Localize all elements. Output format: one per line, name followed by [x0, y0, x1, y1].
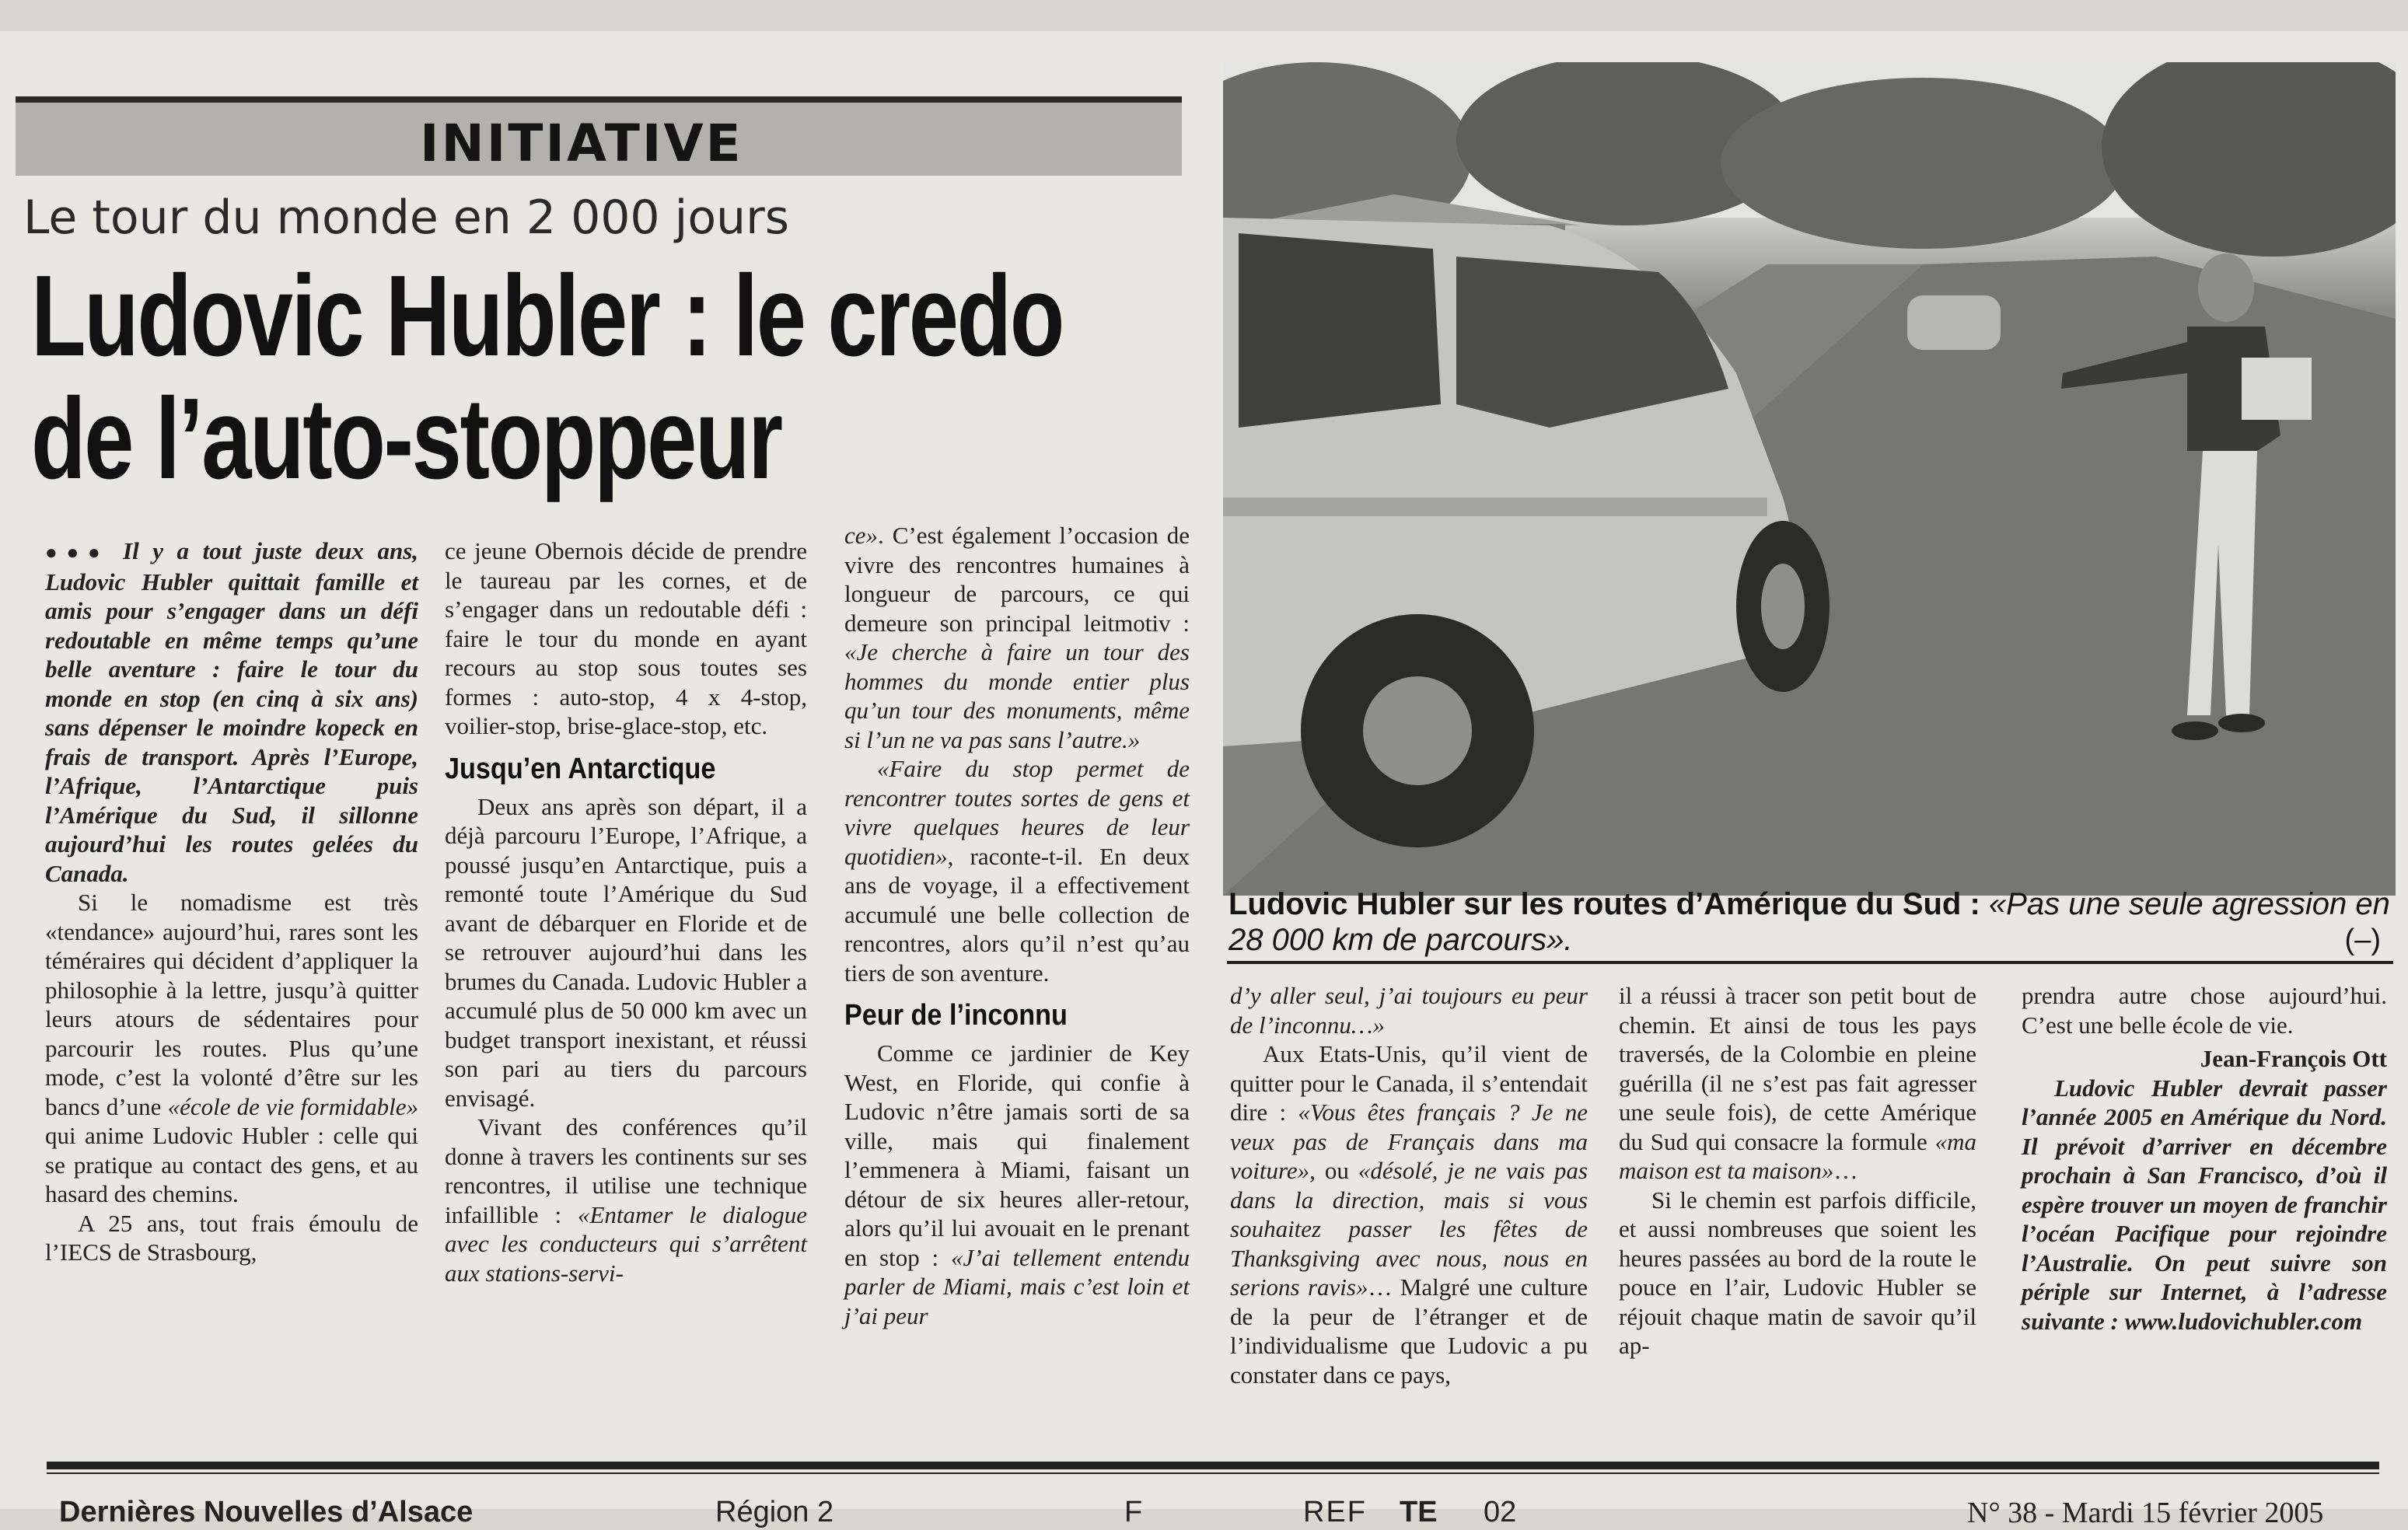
lead-paragraph: ●●● Il y a tout juste deux ans, Ludovic Hubler quittait famille et amis pour s’engager dans un défi redoutable en même temps qu’une belle aventure : faire le tour du monde en stop (en cinq à six ans) sans dépenser le moindre kopeck en frais de transport. Après l’Europe, l’Afrique, l’Antarctique puis l’Amérique du Sud, il sillonne aujourd’hui les routes gelées du Canada. [45, 537, 419, 887]
column-2 [445, 536, 807, 1287]
column-1 [45, 536, 418, 1267]
paragraph: A 25 ans, tout frais émoulu de l’IECS de Strasbourg, [45, 1209, 418, 1266]
caption-quote: «Pas une seule agression en 28 000 km de parcours». [1228, 887, 2390, 957]
headline-line-1: Ludovic Hubler : le credo [31, 252, 1064, 380]
caption-bold: Ludovic Hubler sur les routes d’Amérique du Sud : [1228, 887, 1980, 921]
article-subtitle: Le tour du monde en 2 000 jours [23, 190, 789, 245]
footer-ref: REF [1303, 1496, 1367, 1528]
newspaper-name: Dernières Nouvelles d’Alsace [59, 1496, 474, 1528]
page-footer [0, 1462, 2408, 1529]
paragraph: Deux ans après son départ, il a déjà parcouru l’Europe, l’Afrique, a poussé jusqu’en Antarctique, puis a remonté toute l’Amérique du Sud avant de débarquer en Floride et de se retrouver aujourd’hui dans les brumes du Canada. Ludovic Hubler a accumulé plus de 50 000 km avec un budget transport inexistant, et réussi son pari au tiers du parcours envisagé. [445, 792, 807, 1112]
footer-te: TE [1400, 1496, 1438, 1528]
footer-f: F [1124, 1496, 1143, 1528]
photo-caption [1228, 886, 2395, 958]
paragraph: d’y aller seul, j’ai toujours eu peur de l’inconnu…» [1230, 982, 1588, 1039]
paragraph: ce». C’est également l’occasion de vivre des rencontres humaines à longueur de parcours, ce qui demeure son principal leitmotiv : «Je cherche à faire un tour des hommes du monde entier plus qu’un tour des monuments, même si l’un ne va pas sans l’autre.» [844, 522, 1190, 753]
column-3 [844, 521, 1190, 1330]
footer-rule [47, 1462, 2379, 1469]
section-heading: Peur de l’inconnu [844, 999, 1068, 1032]
section-heading: Jusqu’en Antarctique [445, 752, 716, 785]
footer-number: 02 [1484, 1496, 1517, 1528]
issue-date: N° 38 - Mardi 15 février 2005 [1967, 1497, 2324, 1529]
headline-line-2: de l’auto-stoppeur [31, 375, 781, 503]
paragraph: Si le chemin est parfois difficile, et aussi nombreuses que soient les heures passées au bord de la route le pouce en l’air, Ludovic Hubler se réjouit chaque matin de savoir qu’il ap- [1619, 1186, 1976, 1359]
column-4 [1230, 981, 1588, 1389]
paragraph: prendra autre chose aujourd’hui. C’est une belle école de vie. [2022, 982, 2387, 1039]
kicker-label: INITIATIVE [420, 114, 743, 173]
kicker-banner [16, 96, 1182, 176]
article-headline [31, 252, 1201, 503]
photo-illustration [1223, 62, 2396, 896]
paragraph: Comme ce jardinier de Key West, en Floride, qui confie à Ludovic n’être jamais sorti de sa ville, mais qui finalement l’emmenera à Miami, faisant un détour de six heures aller-retour, alors qu’il lui avouait en le prenant en stop : «J’ai tellement entendu parler de Miami, mais c’est loin et j’ai peur [844, 1039, 1190, 1329]
column-5 [1619, 981, 1976, 1361]
photo-credit: (–) [2344, 924, 2381, 956]
paragraph: «Faire du stop permet de rencontrer toutes sortes de gens et vivre quelques heures de leur quotidien», raconte-t-il. En deux ans de voyage, il a effectivement accumulé une belle collection de rencontres, alors qu’il n’est qu’au tiers de son aventure. [844, 755, 1190, 987]
author-signature: Jean-François Ott [2200, 1045, 2387, 1072]
paragraph: Vivant des conférences qu’il donne à travers les continents sur ses rencontres, il utilise une technique infaillible : «Entamer le dialogue avec les conducteurs qui s’arrêtent aux stations-servi- [445, 1113, 807, 1287]
paragraph: Aux Etats-Unis, qu’il vient de quitter pour le Canada, il s’entendait dire : «Vous êtes français ? Je ne veux pas de Français dans ma voiture», ou «désolé, je ne vais pas dans la direction, mais si vous souhaitez passer les fêtes de Thanksgiving avec nous, nous en serions ravis»… Malgré une culture de la peur de l’étranger et de l’individualisme que Ludovic a pu constater dans ce pays, [1230, 1040, 1588, 1389]
paragraph: Si le nomadisme est très «tendance» aujourd’hui, rares sont les téméraires qui décident d’appliquer la philosophie à la lettre, jusqu’à quitter leurs atours de sédentaires pour parcourir les routes. Plus qu’une mode, c’est la volonté d’être sur les bancs d’une «école de vie formidable» qui anime Ludovic Hubler : celle qui se pratique au contact des gens, et au hasard des chemins. [45, 889, 418, 1207]
paragraph: il a réussi à tracer son petit bout de chemin. Et ainsi de tous les pays traversés, de la Colombie en pleine guérilla (il ne s’est pas fait agresser une seule fois), de cette Amérique du Sud qui consacre la formule «ma maison est ta maison»… [1619, 982, 1976, 1184]
lead-bullets: ●●● [45, 541, 110, 564]
column-6 [2022, 981, 2387, 1336]
hitchhiker-photo [1223, 62, 2396, 896]
region-label: Région 2 [715, 1496, 834, 1528]
caption-rule [1227, 961, 2393, 964]
epilogue-paragraph: Ludovic Hubler devrait passer l’année 2005 en Amérique du Nord. Il prévoit d’arriver en décembre prochain à San Francisco, d’où il espère trouver un moyen de franchir l’océan Pacifique pour rejoindre l’Australie. On peut suivre son périple sur Internet, à l’adresse suivante : www.ludovichubler.com [2022, 1074, 2387, 1335]
paragraph: ce jeune Obernois décide de prendre le taureau par les cornes, et de s’engager dans un redoutable défi : faire le tour du monde en ayant recours au stop sous toutes ses formes : auto-stop, 4 x 4-stop, voilier-stop, brise-glace-stop, etc. [445, 537, 807, 739]
footer-rule-thin [47, 1472, 2379, 1474]
newspaper-page [0, 31, 2408, 1529]
